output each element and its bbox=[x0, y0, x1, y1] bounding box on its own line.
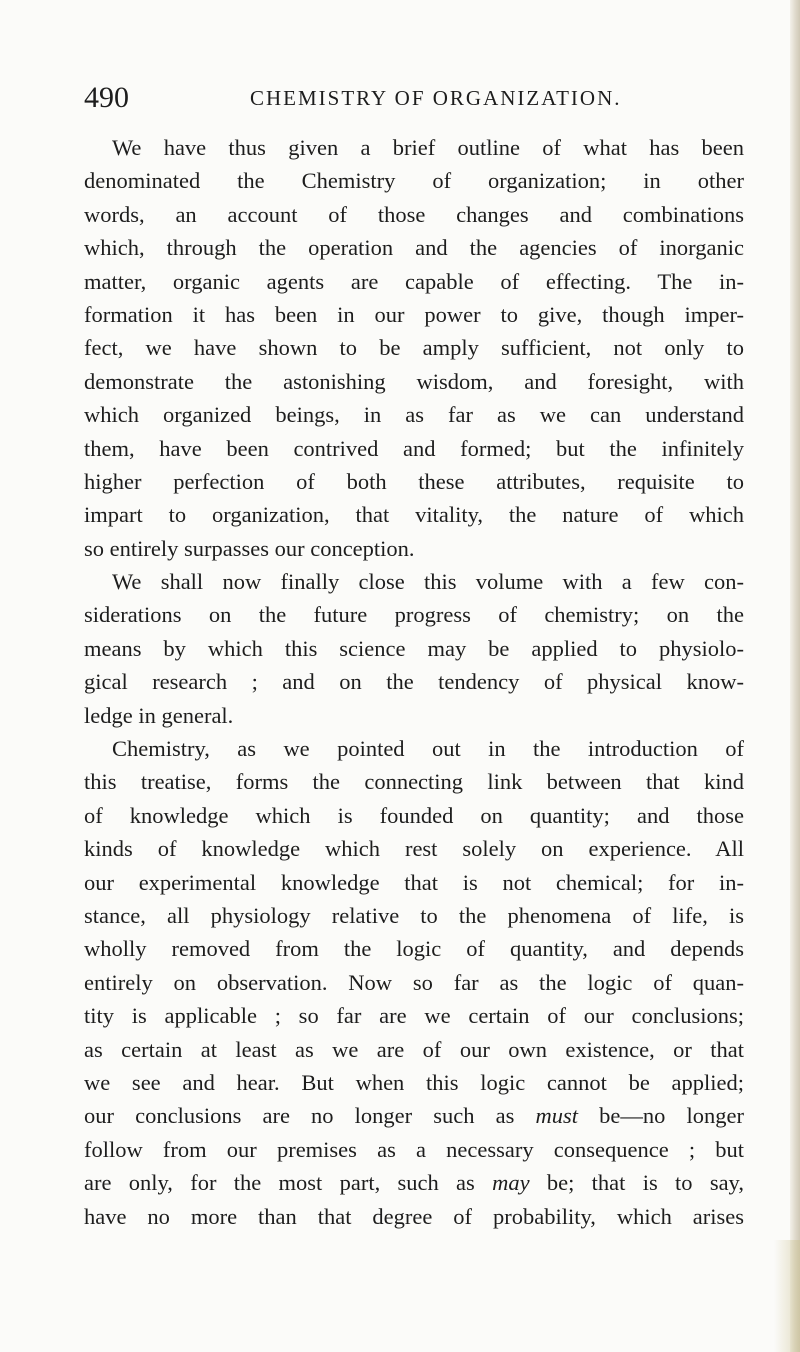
text-line: kinds of knowledge which rest solely on experience. All bbox=[84, 836, 744, 862]
text-line: gical research ; and on the tendency of physical know- bbox=[84, 669, 744, 695]
text-line: words, an account of those changes and combinations bbox=[84, 201, 744, 227]
text-line bbox=[84, 1099, 744, 1132]
text-line: wholly removed from the logic of quantity, and depends bbox=[84, 936, 744, 962]
text-line: stance, all physiology relative to the phenomena of life, is bbox=[84, 902, 744, 928]
text-line: ledge in general. bbox=[84, 702, 234, 728]
text-line: impart to organization, that vitality, the nature of which bbox=[84, 502, 744, 528]
text-line: follow from our premises as a necessary consequence ; but bbox=[84, 1136, 744, 1162]
text-line bbox=[84, 1166, 744, 1199]
text-line: means by which this science may be applied to physiolo- bbox=[84, 635, 744, 661]
text-line: We shall now finally close this volume with a few con- bbox=[112, 569, 744, 595]
text-line: so entirely surpasses our conception. bbox=[84, 535, 415, 561]
page-header bbox=[84, 80, 724, 116]
text-line: which organized beings, in as far as we can understand bbox=[84, 402, 744, 428]
text-line: entirely on observation. Now so far as the logic of quan- bbox=[84, 969, 744, 995]
text-line: this treatise, forms the connecting link between that kind bbox=[84, 769, 744, 795]
text-line: formation it has been in our power to give, though imper- bbox=[84, 301, 744, 327]
text-line: of knowledge which is founded on quantity; and those bbox=[84, 802, 744, 828]
body-text bbox=[84, 131, 744, 1233]
emphasized-word: must bbox=[535, 1103, 579, 1129]
text-segment: be—no longer bbox=[578, 1103, 744, 1129]
text-line: we see and hear. But when this logic cannot be applied; bbox=[84, 1069, 744, 1095]
text-line: higher perfection of both these attributes, requisite to bbox=[84, 468, 744, 494]
running-title: CHEMISTRY OF ORGANIZATION. bbox=[250, 86, 622, 110]
text-line: matter, organic agents are capable of effecting. The in- bbox=[84, 268, 744, 294]
text-segment: our conclusions are no longer such as bbox=[84, 1103, 536, 1129]
emphasized-word: may bbox=[492, 1170, 530, 1196]
text-line: siderations on the future progress of chemistry; on the bbox=[84, 602, 744, 628]
text-line: fect, we have shown to be amply sufficient, not only to bbox=[84, 335, 744, 361]
page-edge bbox=[790, 0, 800, 1352]
text-line: which, through the operation and the agencies of inorganic bbox=[84, 235, 744, 261]
text-segment: be; that is to say, bbox=[529, 1170, 744, 1196]
text-line: as certain at least as we are of our own existence, or that bbox=[84, 1036, 744, 1062]
text-line: our experimental knowledge that is not chemical; for in- bbox=[84, 869, 744, 895]
text-line: We have thus given a brief outline of what has been bbox=[112, 135, 744, 160]
text-line: demonstrate the astonishing wisdom, and foresight, with bbox=[84, 368, 744, 394]
page-number: 490 bbox=[84, 81, 129, 114]
text-line: tity is applicable ; so far are we certain of our conclusions; bbox=[84, 1003, 744, 1029]
page-corner-shadow bbox=[774, 1240, 800, 1352]
text-line: them, have been contrived and formed; but the infinitely bbox=[84, 435, 744, 461]
text-line: have no more than that degree of probability, which arises bbox=[84, 1203, 744, 1229]
text-line: Chemistry, as we pointed out in the introduction of bbox=[112, 736, 744, 762]
text-line: denominated the Chemistry of organization; in other bbox=[84, 168, 744, 194]
text-segment: are only, for the most part, such as bbox=[84, 1170, 493, 1196]
